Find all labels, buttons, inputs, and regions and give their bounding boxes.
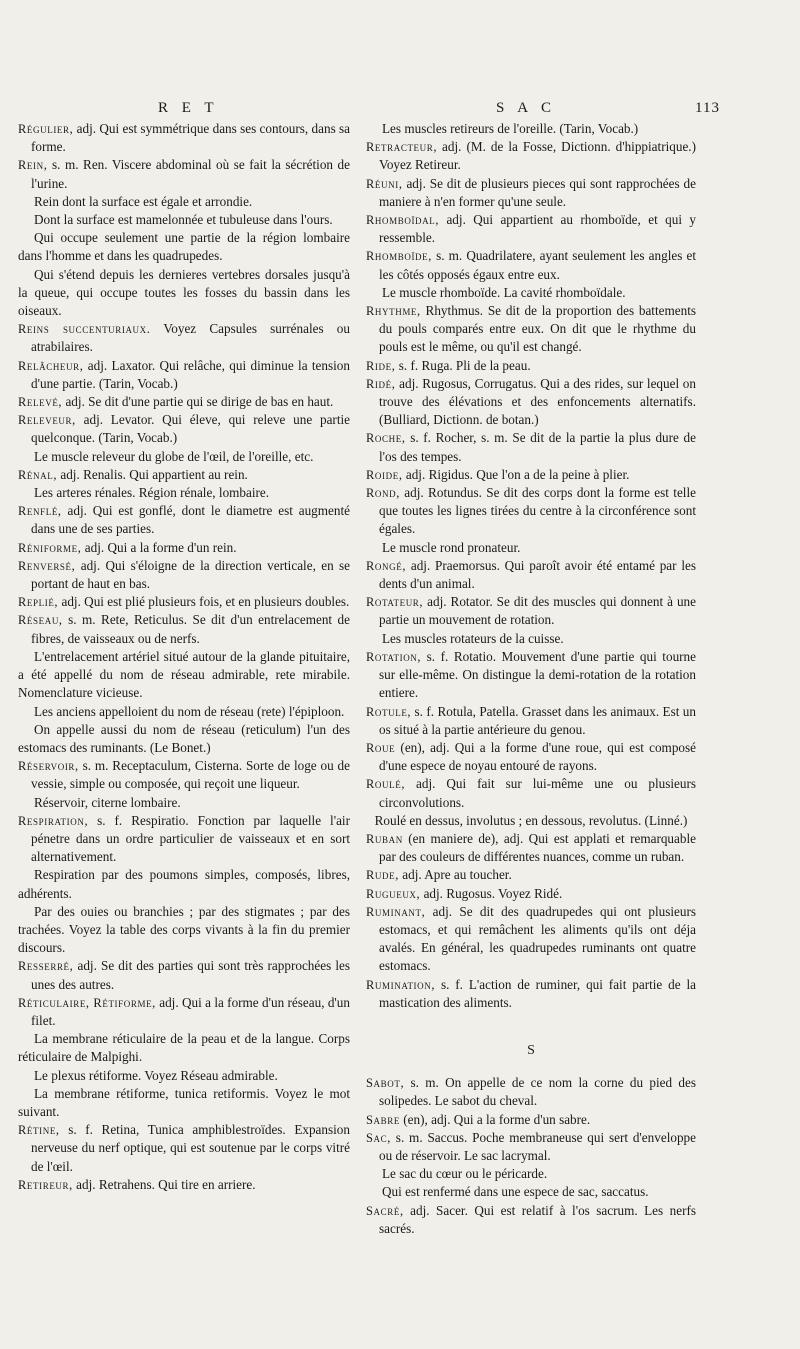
entry-subparagraph: Roulé en dessus, involutus ; en dessous, revolutus. (Linné.) — [374, 812, 688, 828]
entry-subparagraph: On appelle aussi du nom de réseau (reticulum) l'un des estomacs des ruminants. (Le Bonet.) — [18, 721, 350, 755]
entry-headword: Rond, — [366, 486, 400, 501]
entry-headword: Replié, — [18, 595, 59, 610]
entry-definition: Voyez Capsules surrénales ou atrabilaires. — [31, 321, 350, 355]
entry-definition: s. f. Respiratio. Fonction par laquelle l'air pénetre dans un ordre particulier de vaisseaux et en sort alternativement. — [31, 812, 350, 865]
entry-definition: adj. Qui a la forme d'un rein. — [81, 539, 237, 555]
entry-definition: (en), adj. Qui a la forme d'un sabre. — [399, 1111, 591, 1127]
entry-definition: s. f. Rotula, Patella. Grasset dans les animaux. Est un os situé à la partie antérieure du genou. — [379, 703, 696, 737]
entry-headword: Resserré, — [18, 959, 74, 974]
entry-subparagraph: La membrane réticulaire de la peau et de la langue. Corps réticulaire de Malpighi. — [18, 1031, 350, 1065]
dictionary-entry — [18, 357, 350, 393]
entry-headword: Relâcheur, — [18, 358, 84, 373]
dictionary-entry — [18, 120, 350, 156]
entry-definition: adj. Levator. Qui éleve, qui releve une partie quelconque. (Tarin, Vocab.) — [31, 412, 350, 446]
dictionary-entry — [18, 411, 350, 447]
dictionary-entry — [366, 903, 696, 976]
entry-definition: (en maniere de), adj. Qui est applati et remarquable par des couleurs de différentes nuances, comme un ruban. — [379, 830, 696, 865]
running-head-right: S A C — [496, 100, 557, 116]
dictionary-entry — [366, 885, 696, 903]
entry-definition: adj. Se dit de plusieurs pieces qui sont rapprochées de maniere à n'en former qu'une seule. — [379, 175, 696, 209]
entry-headword: Rétine, — [18, 1123, 60, 1138]
running-head-left: R E T — [158, 100, 219, 116]
entry-headword: Ridé, — [366, 376, 396, 391]
entry-subparagraph: Le muscle rond pronateur. — [382, 539, 521, 555]
entry-subparagraph: Les arteres rénales. Région rénale, lombaire. — [34, 485, 270, 501]
dictionary-entry — [366, 429, 696, 465]
entry-definition: adj. Rugosus, Corrugatus. Qui a des rides, sur lequel on trouve des élévations et des enfoncements alternatifs. (Bulliard, Dictionn. de botan.) — [379, 375, 696, 428]
entry-headword: Rhomboïde, — [366, 249, 432, 264]
entry-subparagraph: Qui s'étend depuis les dernieres vertebres dorsales jusqu'à la queue, qui occupe toutes les fosses du bassin dans les oiseaux. — [18, 266, 350, 319]
entry-definition: s. f. Rocher, s. m. Se dit de la partie la plus dure de l'os des tempes. — [379, 430, 696, 464]
entry-subparagraph: L'entrelacement artériel situé autour de la glande pituitaire, a été appellé du nom de réseau admirable, rete mirabile. Nomenclature vicieuse. — [18, 648, 350, 701]
entry-definition: adj. Rotator. Se dit des muscles qui donnent à une partie un mouvement de rotation. — [379, 594, 696, 628]
dictionary-entry — [18, 757, 350, 793]
dictionary-entry — [366, 648, 696, 703]
entry-subparagraph: Par des ouies ou branchies ; par des stigmates ; par des trachées. Voyez la table des corps vivants à la fin du premier discours. — [18, 903, 350, 956]
entry-definition: adj. Rigidus. Que l'on a de la peine à plier. — [402, 466, 630, 482]
entry-headword: Réticulaire, Rétiforme, — [18, 995, 156, 1010]
dictionary-entry — [366, 302, 696, 357]
dictionary-entry — [18, 557, 350, 593]
entry-headword: Rhythme, — [366, 304, 421, 319]
dictionary-entry — [18, 957, 350, 993]
dictionary-entry — [366, 175, 696, 211]
dictionary-entry — [18, 156, 350, 192]
dictionary-entry — [18, 320, 350, 356]
page-number: 113 — [695, 100, 720, 116]
entry-headword: Respiration, — [18, 813, 89, 828]
entry-definition: s. m. On appelle de ce nom la corne du pied des solipedes. Le sabot du cheval. — [379, 1075, 696, 1109]
dictionary-entry — [366, 1074, 696, 1110]
dictionary-entry — [366, 138, 696, 174]
entry-headword: Régulier, — [18, 122, 74, 136]
entry-headword: Sac, — [366, 1130, 391, 1145]
entry-definition: adj. Rotundus. Se dit des corps dont la forme est telle que toutes les lignes tirées du centre à la circonférence sont égales. — [379, 485, 696, 537]
dictionary-entry — [366, 557, 696, 593]
dictionary-entry — [18, 994, 350, 1030]
entry-headword: Roche, — [366, 431, 406, 446]
entry-subparagraph: Le muscle rhomboïde. La cavité rhomboïdale. — [382, 284, 626, 300]
entry-headword: Rude, — [366, 868, 399, 883]
dictionary-entry — [18, 593, 350, 611]
entry-definition: adj. Se dit des quadrupedes qui ont plusieurs estomacs, et qui remâchent les aliments qu'ils ont déja avalés. En général, les quadrupedes ruminants ont quatre estomacs. — [379, 903, 696, 974]
entry-definition: s. m. Saccus. Poche membraneuse qui sert d'enveloppe ou de réservoir. Le sac lacrymal. — [379, 1129, 696, 1163]
entry-headword: Relevé, — [18, 395, 63, 410]
entry-definition: s. m. Ren. Viscere abdominal où se fait la sécrétion de l'urine. — [31, 157, 350, 191]
entry-headword: Reins succenturiaux. — [18, 322, 151, 337]
entry-headword: Rotule, — [366, 704, 412, 719]
entry-headword: Renversé, — [18, 558, 76, 573]
dictionary-entry — [366, 1202, 696, 1238]
entry-headword: Roulé, — [366, 777, 406, 792]
entry-subparagraph: Les muscles rotateurs de la cuisse. — [382, 630, 564, 646]
entry-definition: s. m. Rete, Reticulus. Se dit d'un entrelacement de fibres, de vaisseaux ou de nerfs. — [31, 612, 350, 646]
section-heading: S — [527, 1042, 535, 1058]
entry-definition: s. m. Receptaculum, Cisterna. Sorte de loge ou de vessie, simple ou composée, qui reçoit une liqueur. — [31, 758, 350, 792]
entry-definition: adj. Renalis. Qui appartient au rein. — [57, 466, 248, 482]
entry-definition: adj. Qui est symmétrique dans ses contours, dans sa forme. — [31, 121, 350, 155]
dictionary-entry — [366, 593, 696, 629]
dictionary-entry — [366, 775, 696, 811]
entry-headword: Sabre — [366, 1112, 400, 1127]
entry-definition: adj. Praemorsus. Qui paroît avoir été entamé par les dents d'un animal. — [379, 557, 696, 592]
entry-subparagraph: Qui occupe seulement une partie de la région lombaire dans l'homme et dans les quadrupedes. — [18, 230, 350, 264]
dictionary-entry — [18, 611, 350, 647]
entry-definition: s. f. Ruga. Pli de la peau. — [395, 357, 531, 373]
entry-definition: adj. Sacer. Qui est relatif à l'os sacrum. Les nerfs sacrés. — [379, 1202, 696, 1236]
dictionary-entry — [366, 866, 696, 884]
entry-headword: Ruminant, — [366, 904, 426, 919]
entry-definition: adj. Se dit des parties qui sont très rapprochées les unes des autres. — [31, 958, 350, 992]
entry-definition: adj. Qui est gonflé, dont le diametre est augmenté dans une de ses parties. — [31, 503, 350, 537]
entry-subparagraph: Le muscle releveur du globe de l'œil, de l'oreille, etc. — [34, 448, 314, 464]
entry-definition: s. f. Rotatio. Mouvement d'une partie qui tourne sur elle-même. On distingue la demi-rotation de la rotation entiere. — [379, 648, 696, 701]
entry-headword: Rotation, — [366, 649, 422, 664]
dictionary-entry — [18, 1121, 350, 1176]
entry-headword: Rhomboïdal, — [366, 213, 440, 228]
entry-headword: Rein, — [18, 158, 48, 173]
dictionary-entry — [366, 357, 696, 375]
dictionary-entry — [366, 211, 696, 247]
entry-definition: s. f. Retina, Tunica amphiblestroïdes. Expansion nerveuse du nerf optique, qui est soutenue par le corps vitré de l'œil. — [31, 1122, 350, 1174]
dictionary-entry — [366, 703, 696, 739]
entry-definition: adj. Qui s'éloigne de la direction verticale, en se portant de haut en bas. — [31, 557, 350, 592]
entry-headword: Retracteur, — [366, 140, 438, 155]
entry-headword: Rénal, — [18, 467, 58, 482]
dictionary-entry — [366, 976, 696, 1012]
dictionary-entry — [366, 375, 696, 430]
entry-definition: adj. Qui est plié plusieurs fois, et en plusieurs doubles. — [58, 594, 350, 610]
entry-headword: Roide, — [366, 467, 403, 482]
entry-headword: Sabot, — [366, 1076, 405, 1091]
entry-subparagraph: Les anciens appelloient du nom de réseau (rete) l'épiploon. — [34, 703, 345, 719]
dictionary-entry — [18, 539, 350, 557]
entry-headword: Ruban — [366, 831, 403, 846]
dictionary-entry — [18, 466, 350, 484]
dictionary-entry — [18, 393, 350, 411]
entry-headword: Releveur, — [18, 413, 76, 428]
entry-definition: adj. Qui a la forme d'un réseau, d'un filet. — [31, 994, 350, 1028]
entry-headword: Rongé, — [366, 558, 407, 573]
dictionary-entry — [18, 812, 350, 867]
right-column — [366, 120, 696, 1238]
entry-definition: adj. Laxator. Qui relâche, qui diminue la tension d'une partie. (Tarin, Vocab.) — [31, 357, 350, 391]
entry-headword: Réniforme, — [18, 540, 82, 555]
entry-definition: adj. Apre au toucher. — [398, 867, 512, 883]
entry-headword: Renflé, — [18, 504, 62, 519]
entry-subparagraph: Respiration par des poumons simples, composés, libres, adhérents. — [18, 867, 350, 901]
entry-headword: Réseau, — [18, 613, 63, 628]
entry-subparagraph: Le plexus rétiforme. Voyez Réseau admirable. — [34, 1067, 278, 1083]
entry-headword: Ride, — [366, 358, 396, 373]
entry-subparagraph: Réservoir, citerne lombaire. — [34, 794, 181, 810]
entry-headword: Réservoir, — [18, 759, 79, 774]
entry-definition: adj. Rugosus. Voyez Ridé. — [420, 885, 563, 901]
entry-subparagraph: Dont la surface est mamelonnée et tubuleuse dans l'ours. — [34, 212, 333, 228]
entry-definition: adj. Se dit d'une partie qui se dirige de bas en haut. — [62, 394, 334, 410]
entry-subparagraph: La membrane rétiforme, tunica retiformis. Voyez le mot suivant. — [18, 1085, 350, 1119]
entry-headword: Rugueux, — [366, 886, 421, 901]
dictionary-entry — [366, 1111, 696, 1129]
entry-definition: adj. Qui appartient au rhomboïde, et qui y ressemble. — [379, 212, 696, 246]
entry-headword: Roue — [366, 740, 396, 755]
left-column — [18, 120, 350, 1194]
entry-definition: adj. Retrahens. Qui tire en arriere. — [72, 1176, 256, 1192]
dictionary-entry — [18, 502, 350, 538]
dictionary-entry — [366, 484, 696, 539]
entry-subparagraph: Qui est renfermé dans une espece de sac, saccatus. — [382, 1184, 649, 1200]
entry-headword: Réuni, — [366, 176, 403, 191]
entry-definition: s. f. L'action de ruminer, qui fait partie de la mastication des aliments. — [379, 976, 696, 1010]
dictionary-entry — [366, 739, 696, 775]
entry-definition: Rhythmus. Se dit de la proportion des battements du pouls comparés entre eux. On dit que le rhythme du pouls est le même, ou qu'il est changé. — [379, 303, 696, 355]
entry-subparagraph: Les muscles retireurs de l'oreille. (Tarin, Vocab.) — [382, 121, 639, 136]
dictionary-entry — [18, 1176, 350, 1194]
entry-headword: Sacré, — [366, 1203, 404, 1218]
dictionary-entry — [366, 830, 696, 866]
dictionary-entry — [366, 466, 696, 484]
entry-headword: Retireur, — [18, 1177, 73, 1192]
entry-headword: Rotateur, — [366, 595, 424, 610]
dictionary-entry — [366, 247, 696, 283]
entry-subparagraph: Le sac du cœur ou le péricarde. — [382, 1166, 548, 1182]
entry-definition: s. m. Quadrilatere, ayant seulement les angles et les côtés opposés égaux entre eux. — [379, 248, 696, 282]
running-head — [30, 100, 720, 122]
entry-subparagraph: Rein dont la surface est égale et arrondie. — [34, 193, 253, 209]
entry-definition: adj. (M. de la Fosse, Dictionn. d'hippiatrique.) Voyez Retireur. — [379, 139, 696, 173]
entry-headword: Rumination, — [366, 977, 436, 992]
entry-definition: adj. Qui fait sur lui-même une ou plusieurs circonvolutions. — [379, 776, 696, 810]
entry-definition: (en), adj. Qui a la forme d'une roue, qui est composé d'une espece de noyau entouré de rayons. — [379, 739, 696, 774]
dictionary-entry — [366, 1129, 696, 1165]
